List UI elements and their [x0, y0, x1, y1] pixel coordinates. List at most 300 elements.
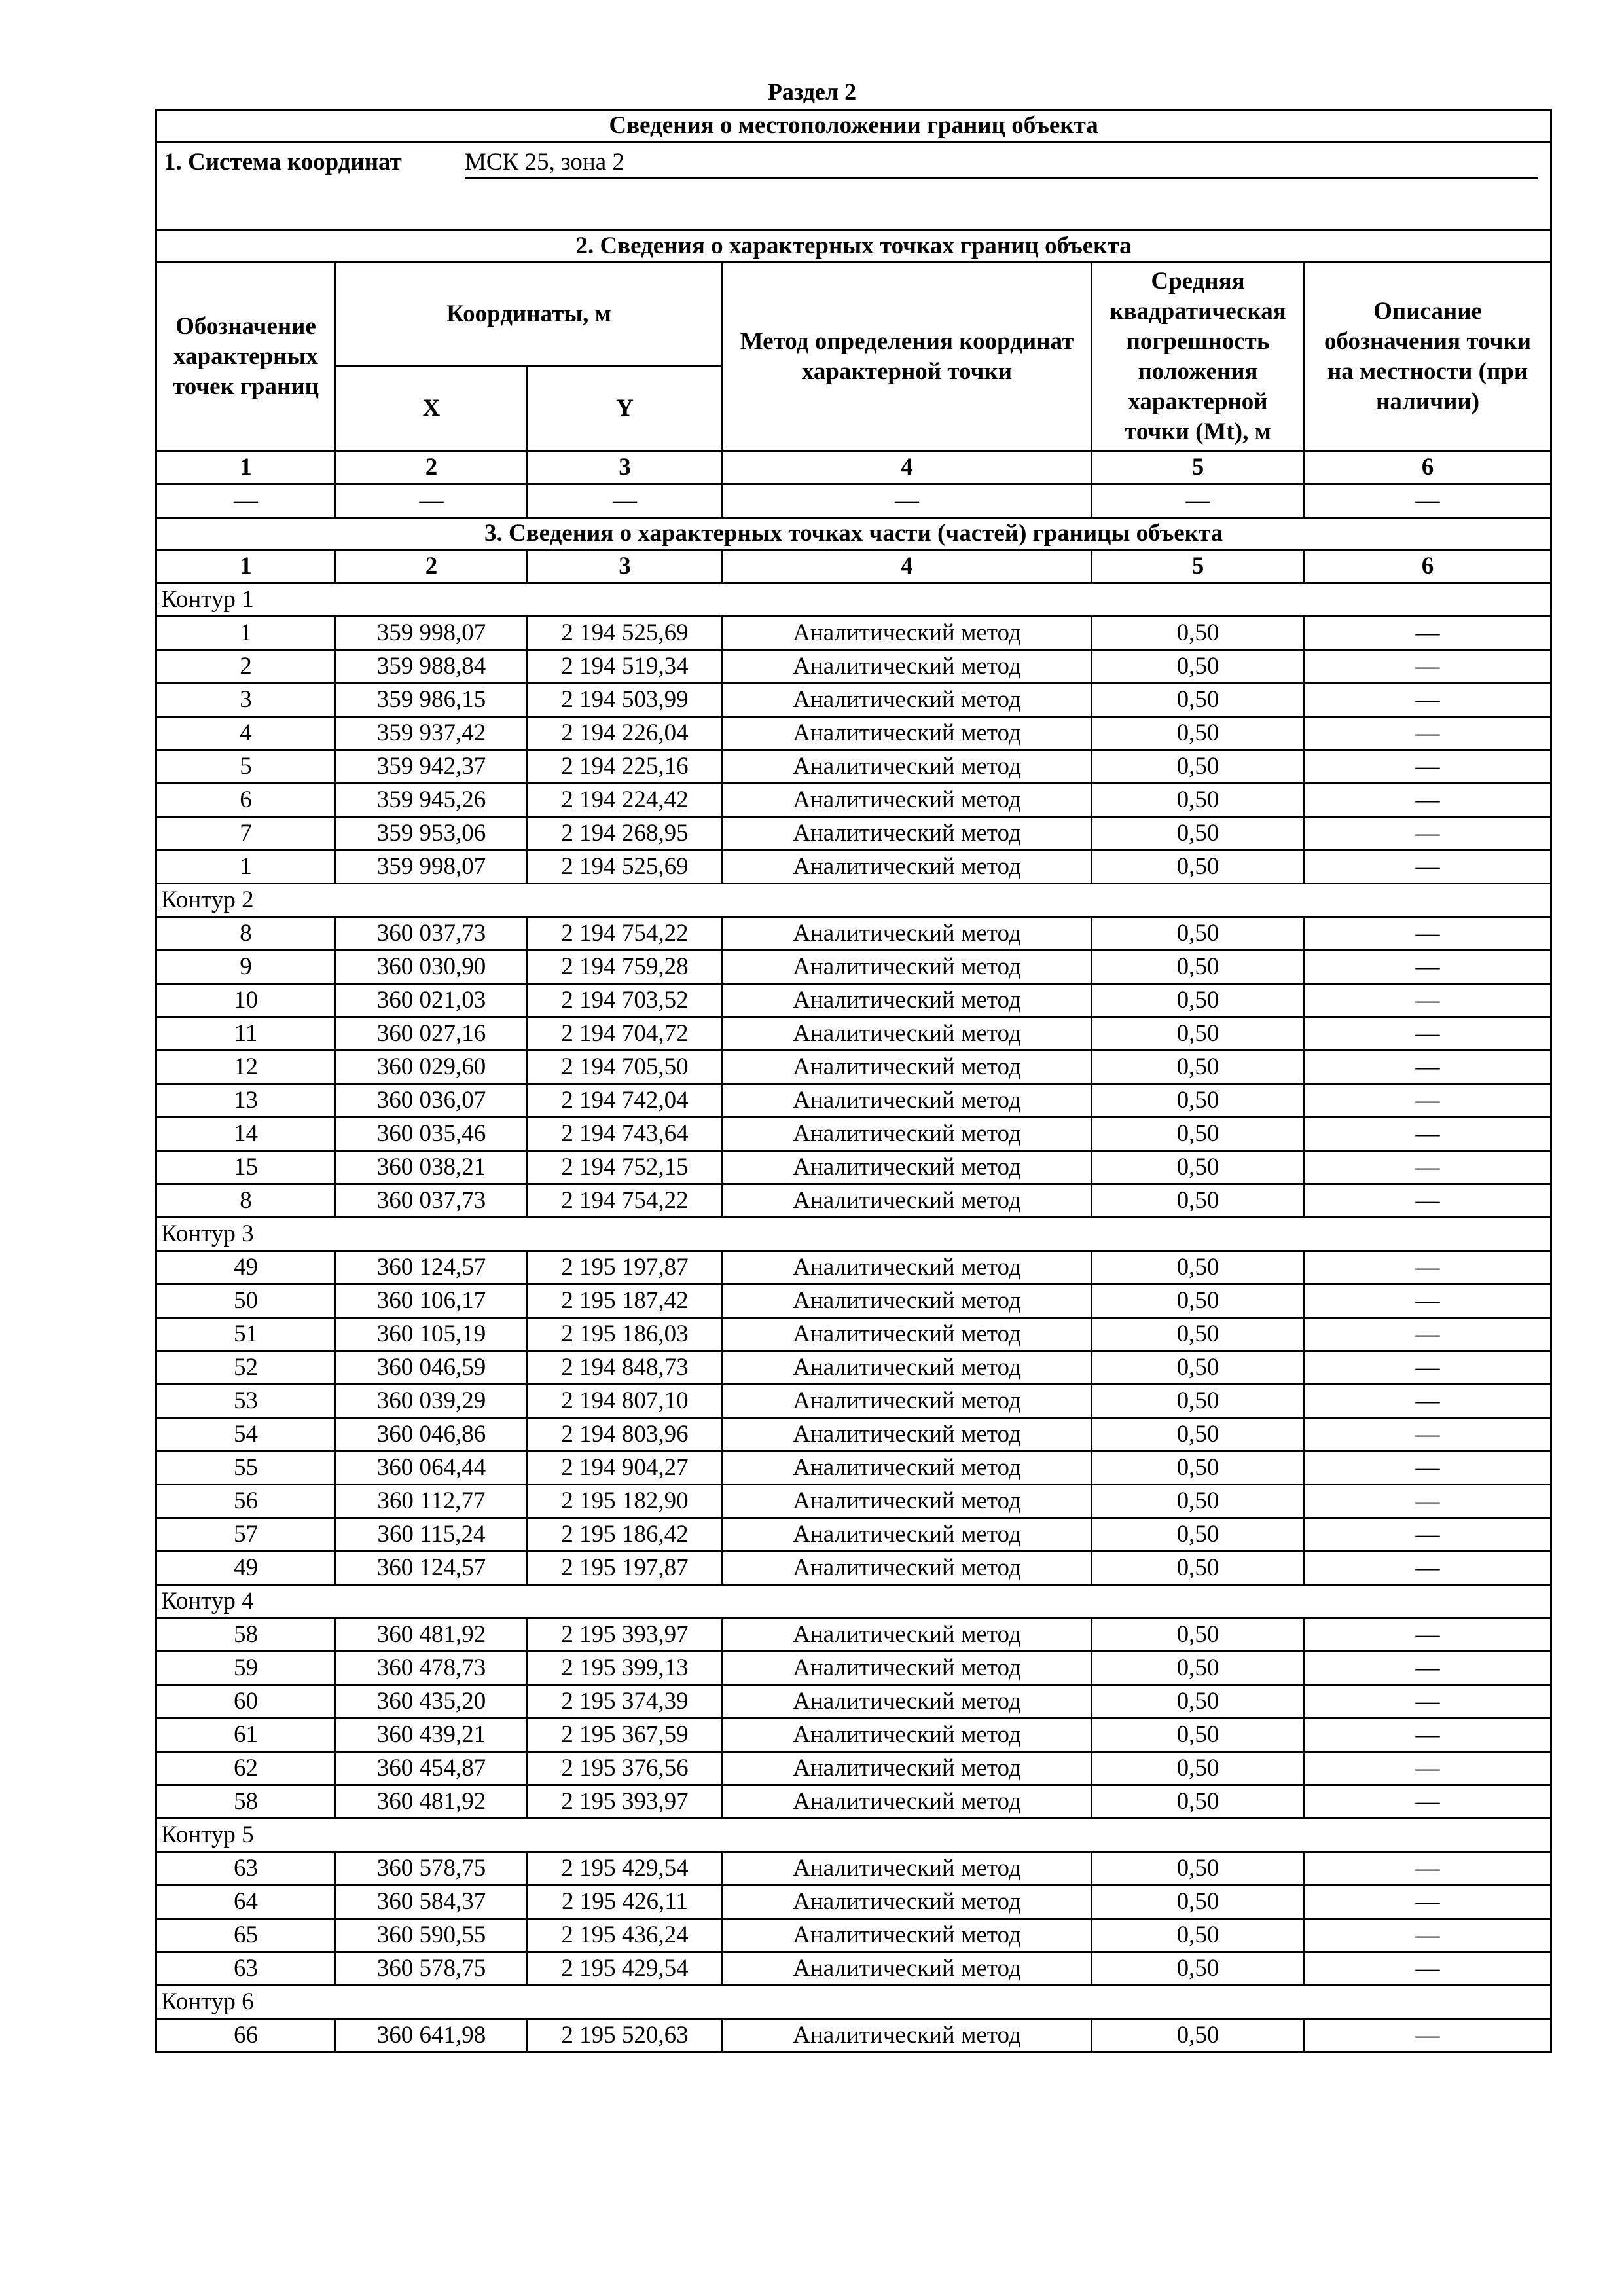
coord-y-cell: 2 195 182,90: [528, 1485, 723, 1518]
coord-y-cell: 2 194 224,42: [528, 784, 723, 817]
error-cell: 0,50: [1092, 1351, 1305, 1385]
error-cell: 0,50: [1092, 1719, 1305, 1752]
coord-y-cell: 2 195 520,63: [528, 2019, 723, 2052]
coord-x-cell: 360 115,24: [336, 1518, 528, 1552]
coord-y-cell: 2 194 754,22: [528, 1184, 723, 1218]
description-cell: —: [1305, 1017, 1551, 1051]
column-number: 4: [723, 550, 1092, 583]
method-cell: Аналитический метод: [723, 650, 1092, 683]
coord-x-cell: 359 998,07: [336, 617, 528, 650]
table-row: [156, 984, 1551, 1017]
coord-x-cell: 360 578,75: [336, 1952, 528, 1986]
column-numbers-row: [156, 451, 1551, 484]
page-title: Раздел 2: [767, 79, 857, 105]
contour-label: Контур 3: [156, 1218, 1551, 1251]
point-number-cell: 10: [156, 984, 336, 1017]
coord-x-cell: 360 064,44: [336, 1451, 528, 1485]
coord-x-cell: 360 439,21: [336, 1719, 528, 1752]
table-row: [156, 1251, 1551, 1285]
method-cell: Аналитический метод: [723, 1184, 1092, 1218]
table-row: [156, 1318, 1551, 1351]
method-cell: Аналитический метод: [723, 784, 1092, 817]
coord-x-cell: 360 037,73: [336, 917, 528, 951]
point-number-cell: 60: [156, 1685, 336, 1719]
table-row: [156, 1919, 1551, 1952]
coord-x-cell: 360 039,29: [336, 1385, 528, 1418]
coord-y-cell: 2 194 519,34: [528, 650, 723, 683]
method-cell: Аналитический метод: [723, 1652, 1092, 1685]
point-number-cell: 56: [156, 1485, 336, 1518]
contour-label: Контур 4: [156, 1585, 1551, 1618]
coord-x-cell: 360 478,73: [336, 1652, 528, 1685]
description-cell: —: [1305, 717, 1551, 750]
description-cell: —: [1305, 1552, 1551, 1585]
point-number-cell: 63: [156, 1952, 336, 1986]
point-number-cell: 53: [156, 1385, 336, 1418]
contour-label: Контур 2: [156, 884, 1551, 917]
method-cell: Аналитический метод: [723, 1886, 1092, 1919]
column-number: 1: [156, 451, 336, 484]
method-cell: Аналитический метод: [723, 917, 1092, 951]
table-row: [156, 650, 1551, 683]
method-cell: Аналитический метод: [723, 683, 1092, 717]
coord-y-cell: 2 194 268,95: [528, 817, 723, 850]
boundary-table: [155, 109, 1552, 2053]
error-cell: 0,50: [1092, 1518, 1305, 1552]
description-cell: —: [1305, 817, 1551, 850]
table-row: [156, 1685, 1551, 1719]
coord-x-cell: 360 105,19: [336, 1318, 528, 1351]
error-cell: 0,50: [1092, 1051, 1305, 1084]
coord-y-cell: 2 194 226,04: [528, 717, 723, 750]
coord-y-cell: 2 195 393,97: [528, 1618, 723, 1652]
coord-y-cell: 2 194 759,28: [528, 951, 723, 984]
contour-row: [156, 583, 1551, 617]
coord-y-cell: 2 194 752,15: [528, 1151, 723, 1184]
empty-cell: —: [528, 484, 723, 518]
point-number-cell: 61: [156, 1719, 336, 1752]
table-row: [156, 1385, 1551, 1418]
coord-x-cell: 359 945,26: [336, 784, 528, 817]
table-row: [156, 617, 1551, 650]
coordinate-system-label: 1. Система координат: [164, 149, 402, 175]
coord-y-cell: 2 194 703,52: [528, 984, 723, 1017]
method-cell: Аналитический метод: [723, 617, 1092, 650]
coord-x-cell: 360 035,46: [336, 1118, 528, 1151]
error-cell: 0,50: [1092, 1552, 1305, 1585]
error-cell: 0,50: [1092, 1084, 1305, 1118]
column-number: 5: [1092, 550, 1305, 583]
coord-y-cell: 2 195 187,42: [528, 1285, 723, 1318]
error-cell: 0,50: [1092, 1017, 1305, 1051]
error-cell: 0,50: [1092, 1318, 1305, 1351]
description-cell: —: [1305, 1351, 1551, 1385]
point-number-cell: 8: [156, 917, 336, 951]
table-row: [156, 1451, 1551, 1485]
method-cell: Аналитический метод: [723, 1618, 1092, 1652]
coord-x-cell: 360 030,90: [336, 951, 528, 984]
coord-x-cell: 360 641,98: [336, 2019, 528, 2052]
error-cell: 0,50: [1092, 1652, 1305, 1685]
point-number-cell: 49: [156, 1552, 336, 1585]
description-cell: —: [1305, 1418, 1551, 1451]
coord-x-cell: 360 584,37: [336, 1886, 528, 1919]
header-method: Метод определения координат характерной точки: [723, 263, 1092, 451]
coord-x-cell: 360 106,17: [336, 1285, 528, 1318]
coord-y-cell: 2 194 525,69: [528, 617, 723, 650]
coord-y-cell: 2 194 525,69: [528, 850, 723, 884]
header-point-designation: Обозначение характерных точек границ: [156, 263, 336, 451]
point-number-cell: 1: [156, 617, 336, 650]
point-number-cell: 7: [156, 817, 336, 850]
method-cell: Аналитический метод: [723, 1017, 1092, 1051]
empty-cell: —: [336, 484, 528, 518]
description-cell: —: [1305, 1752, 1551, 1785]
table-row: [156, 850, 1551, 884]
table-row: [156, 1285, 1551, 1318]
coord-y-cell: 2 195 367,59: [528, 1719, 723, 1752]
column-number: 2: [336, 451, 528, 484]
coord-x-cell: 360 454,87: [336, 1752, 528, 1785]
coord-y-cell: 2 194 742,04: [528, 1084, 723, 1118]
error-cell: 0,50: [1092, 717, 1305, 750]
error-cell: 0,50: [1092, 1952, 1305, 1986]
error-cell: 0,50: [1092, 850, 1305, 884]
coord-x-cell: 359 942,37: [336, 750, 528, 784]
point-number-cell: 66: [156, 2019, 336, 2052]
coord-x-cell: 360 481,92: [336, 1618, 528, 1652]
error-cell: 0,50: [1092, 817, 1305, 850]
coord-y-cell: 2 195 186,03: [528, 1318, 723, 1351]
empty-cell: —: [156, 484, 336, 518]
coord-x-cell: 360 481,92: [336, 1785, 528, 1819]
error-cell: 0,50: [1092, 1184, 1305, 1218]
point-number-cell: 5: [156, 750, 336, 784]
coord-x-cell: 359 988,84: [336, 650, 528, 683]
point-number-cell: 52: [156, 1351, 336, 1385]
description-cell: —: [1305, 1886, 1551, 1919]
error-cell: 0,50: [1092, 2019, 1305, 2052]
point-number-cell: 50: [156, 1285, 336, 1318]
header-error: Средняя квадратическая погрешность положения характерной точки (Mt), м: [1092, 263, 1305, 451]
coord-y-cell: 2 195 436,24: [528, 1919, 723, 1952]
coord-y-cell: 2 194 225,16: [528, 750, 723, 784]
description-cell: —: [1305, 650, 1551, 683]
method-cell: Аналитический метод: [723, 1251, 1092, 1285]
table-row: [156, 951, 1551, 984]
coord-x-cell: 359 953,06: [336, 817, 528, 850]
point-number-cell: 1: [156, 850, 336, 884]
column-number: 6: [1305, 550, 1551, 583]
empty-cell: —: [1305, 484, 1551, 518]
point-number-cell: 63: [156, 1852, 336, 1886]
table-row: [156, 717, 1551, 750]
table-row: [156, 1151, 1551, 1184]
coord-y-cell: 2 195 376,56: [528, 1752, 723, 1785]
contour-label: Контур 1: [156, 583, 1551, 617]
error-cell: 0,50: [1092, 1919, 1305, 1952]
contour-row: [156, 1986, 1551, 2019]
coord-y-cell: 2 194 754,22: [528, 917, 723, 951]
coord-x-cell: 360 046,86: [336, 1418, 528, 1451]
method-cell: Аналитический метод: [723, 1418, 1092, 1451]
header-description: Описание обозначения точки на местности (при наличии): [1305, 263, 1551, 451]
coord-y-cell: 2 195 426,11: [528, 1886, 723, 1919]
table-row: [156, 1017, 1551, 1051]
description-cell: —: [1305, 984, 1551, 1017]
point-number-cell: 49: [156, 1251, 336, 1285]
coord-y-cell: 2 194 503,99: [528, 683, 723, 717]
point-number-cell: 57: [156, 1518, 336, 1552]
table-row: [156, 1418, 1551, 1451]
description-cell: —: [1305, 1618, 1551, 1652]
error-cell: 0,50: [1092, 1385, 1305, 1418]
coord-y-cell: 2 194 704,72: [528, 1017, 723, 1051]
table-row: [156, 683, 1551, 717]
method-cell: Аналитический метод: [723, 1785, 1092, 1819]
table-row: [156, 1184, 1551, 1218]
error-cell: 0,50: [1092, 1285, 1305, 1318]
point-number-cell: 14: [156, 1118, 336, 1151]
coord-x-cell: 360 027,16: [336, 1017, 528, 1051]
description-cell: —: [1305, 1251, 1551, 1285]
coord-x-cell: 359 986,15: [336, 683, 528, 717]
description-cell: —: [1305, 1952, 1551, 1986]
description-cell: —: [1305, 1485, 1551, 1518]
coord-x-cell: 360 112,77: [336, 1485, 528, 1518]
description-cell: —: [1305, 1051, 1551, 1084]
section2-title: 2. Сведения о характерных точках границ объекта: [156, 230, 1551, 263]
table-row: [156, 817, 1551, 850]
table-row: [156, 1118, 1551, 1151]
error-cell: 0,50: [1092, 750, 1305, 784]
error-cell: 0,50: [1092, 1852, 1305, 1886]
error-cell: 0,50: [1092, 1752, 1305, 1785]
table-row: [156, 1752, 1551, 1785]
coordinate-system-row: [156, 142, 1551, 230]
error-cell: 0,50: [1092, 1685, 1305, 1719]
contour-label: Контур 6: [156, 1986, 1551, 2019]
table-row: [156, 1886, 1551, 1919]
point-number-cell: 64: [156, 1886, 336, 1919]
description-cell: —: [1305, 1084, 1551, 1118]
error-cell: 0,50: [1092, 1485, 1305, 1518]
method-cell: Аналитический метод: [723, 1485, 1092, 1518]
method-cell: Аналитический метод: [723, 1719, 1092, 1752]
error-cell: 0,50: [1092, 683, 1305, 717]
method-cell: Аналитический метод: [723, 817, 1092, 850]
error-cell: 0,50: [1092, 1886, 1305, 1919]
description-cell: —: [1305, 1184, 1551, 1218]
method-cell: Аналитический метод: [723, 1919, 1092, 1952]
method-cell: Аналитический метод: [723, 717, 1092, 750]
error-cell: 0,50: [1092, 784, 1305, 817]
description-cell: —: [1305, 1385, 1551, 1418]
method-cell: Аналитический метод: [723, 1451, 1092, 1485]
table-row: [156, 1852, 1551, 1886]
column-number: 1: [156, 550, 336, 583]
section2-empty-row: [156, 484, 1551, 518]
empty-cell: —: [723, 484, 1092, 518]
error-cell: 0,50: [1092, 1118, 1305, 1151]
description-cell: —: [1305, 1719, 1551, 1752]
column-number: 3: [528, 451, 723, 484]
description-cell: —: [1305, 750, 1551, 784]
table-row: [156, 2019, 1551, 2052]
coord-x-cell: 360 021,03: [336, 984, 528, 1017]
method-cell: Аналитический метод: [723, 1051, 1092, 1084]
description-cell: —: [1305, 850, 1551, 884]
method-cell: Аналитический метод: [723, 2019, 1092, 2052]
description-cell: —: [1305, 1451, 1551, 1485]
method-cell: Аналитический метод: [723, 1084, 1092, 1118]
method-cell: Аналитический метод: [723, 1351, 1092, 1385]
coord-y-cell: 2 195 374,39: [528, 1685, 723, 1719]
description-cell: —: [1305, 1852, 1551, 1886]
table-row: [156, 1351, 1551, 1385]
contour-row: [156, 1819, 1551, 1852]
contour-row: [156, 1585, 1551, 1618]
table-row: [156, 1952, 1551, 1986]
section3-title: 3. Сведения о характерных точках части (частей) границы объекта: [156, 518, 1551, 550]
table-row: [156, 917, 1551, 951]
column-number: 3: [528, 550, 723, 583]
column-numbers-row-section3: [156, 550, 1551, 583]
method-cell: Аналитический метод: [723, 1685, 1092, 1719]
contour-row: [156, 1218, 1551, 1251]
description-cell: —: [1305, 683, 1551, 717]
coord-x-cell: 360 029,60: [336, 1051, 528, 1084]
error-cell: 0,50: [1092, 1251, 1305, 1285]
point-number-cell: 3: [156, 683, 336, 717]
column-number: 6: [1305, 451, 1551, 484]
table-row: [156, 1051, 1551, 1084]
coord-y-cell: 2 195 197,87: [528, 1251, 723, 1285]
description-cell: —: [1305, 1118, 1551, 1151]
point-number-cell: 11: [156, 1017, 336, 1051]
coord-y-cell: 2 195 393,97: [528, 1785, 723, 1819]
coord-y-cell: 2 194 803,96: [528, 1418, 723, 1451]
table-row: [156, 1618, 1551, 1652]
description-cell: —: [1305, 1685, 1551, 1719]
column-number: 5: [1092, 451, 1305, 484]
header-y: Y: [528, 366, 723, 451]
description-cell: —: [1305, 1652, 1551, 1685]
table-row: [156, 1652, 1551, 1685]
description-cell: —: [1305, 917, 1551, 951]
coord-y-cell: 2 194 705,50: [528, 1051, 723, 1084]
method-cell: Аналитический метод: [723, 1318, 1092, 1351]
table-row: [156, 784, 1551, 817]
table-row: [156, 1485, 1551, 1518]
error-cell: 0,50: [1092, 1418, 1305, 1451]
coord-x-cell: 360 124,57: [336, 1552, 528, 1585]
header-x: X: [336, 366, 528, 451]
method-cell: Аналитический метод: [723, 1285, 1092, 1318]
point-number-cell: 6: [156, 784, 336, 817]
coord-x-cell: 360 124,57: [336, 1251, 528, 1285]
table-row: [156, 1518, 1551, 1552]
point-number-cell: 55: [156, 1451, 336, 1485]
description-cell: —: [1305, 1285, 1551, 1318]
coord-y-cell: 2 195 429,54: [528, 1852, 723, 1886]
coord-y-cell: 2 195 429,54: [528, 1952, 723, 1986]
coord-x-cell: 360 036,07: [336, 1084, 528, 1118]
coord-x-cell: 360 038,21: [336, 1151, 528, 1184]
error-cell: 0,50: [1092, 951, 1305, 984]
description-cell: —: [1305, 1518, 1551, 1552]
table-row: [156, 1785, 1551, 1819]
description-cell: —: [1305, 617, 1551, 650]
column-number: 4: [723, 451, 1092, 484]
description-cell: —: [1305, 1919, 1551, 1952]
error-cell: 0,50: [1092, 650, 1305, 683]
method-cell: Аналитический метод: [723, 1385, 1092, 1418]
point-number-cell: 58: [156, 1785, 336, 1819]
section-title: Сведения о местоположении границ объекта: [156, 110, 1551, 142]
coord-y-cell: 2 195 399,13: [528, 1652, 723, 1685]
method-cell: Аналитический метод: [723, 750, 1092, 784]
point-number-cell: 12: [156, 1051, 336, 1084]
coord-y-cell: 2 195 186,42: [528, 1518, 723, 1552]
table-row: [156, 1084, 1551, 1118]
coord-x-cell: 360 046,59: [336, 1351, 528, 1385]
coord-y-cell: 2 194 848,73: [528, 1351, 723, 1385]
method-cell: Аналитический метод: [723, 1852, 1092, 1886]
description-cell: —: [1305, 2019, 1551, 2052]
method-cell: Аналитический метод: [723, 1518, 1092, 1552]
column-number: 2: [336, 550, 528, 583]
coord-x-cell: 359 998,07: [336, 850, 528, 884]
description-cell: —: [1305, 1318, 1551, 1351]
point-number-cell: 58: [156, 1618, 336, 1652]
error-cell: 0,50: [1092, 1618, 1305, 1652]
point-number-cell: 8: [156, 1184, 336, 1218]
point-number-cell: 59: [156, 1652, 336, 1685]
coord-x-cell: 360 037,73: [336, 1184, 528, 1218]
description-cell: —: [1305, 1151, 1551, 1184]
coord-x-cell: 360 435,20: [336, 1685, 528, 1719]
point-number-cell: 62: [156, 1752, 336, 1785]
coord-x-cell: 360 590,55: [336, 1919, 528, 1952]
coord-y-cell: 2 194 904,27: [528, 1451, 723, 1485]
header-coordinates: Координаты, м: [336, 263, 723, 366]
contour-label: Контур 5: [156, 1819, 1551, 1852]
coord-y-cell: 2 194 807,10: [528, 1385, 723, 1418]
point-number-cell: 65: [156, 1919, 336, 1952]
method-cell: Аналитический метод: [723, 1752, 1092, 1785]
error-cell: 0,50: [1092, 1785, 1305, 1819]
description-cell: —: [1305, 784, 1551, 817]
coord-y-cell: 2 195 197,87: [528, 1552, 723, 1585]
description-cell: —: [1305, 951, 1551, 984]
error-cell: 0,50: [1092, 917, 1305, 951]
method-cell: Аналитический метод: [723, 1952, 1092, 1986]
point-number-cell: 9: [156, 951, 336, 984]
method-cell: Аналитический метод: [723, 1118, 1092, 1151]
empty-cell: —: [1092, 484, 1305, 518]
point-number-cell: 13: [156, 1084, 336, 1118]
error-cell: 0,50: [1092, 617, 1305, 650]
method-cell: Аналитический метод: [723, 850, 1092, 884]
coord-x-cell: 360 578,75: [336, 1852, 528, 1886]
error-cell: 0,50: [1092, 1151, 1305, 1184]
contour-row: [156, 884, 1551, 917]
point-number-cell: 2: [156, 650, 336, 683]
table-row: [156, 750, 1551, 784]
table-row: [156, 1552, 1551, 1585]
point-number-cell: 51: [156, 1318, 336, 1351]
